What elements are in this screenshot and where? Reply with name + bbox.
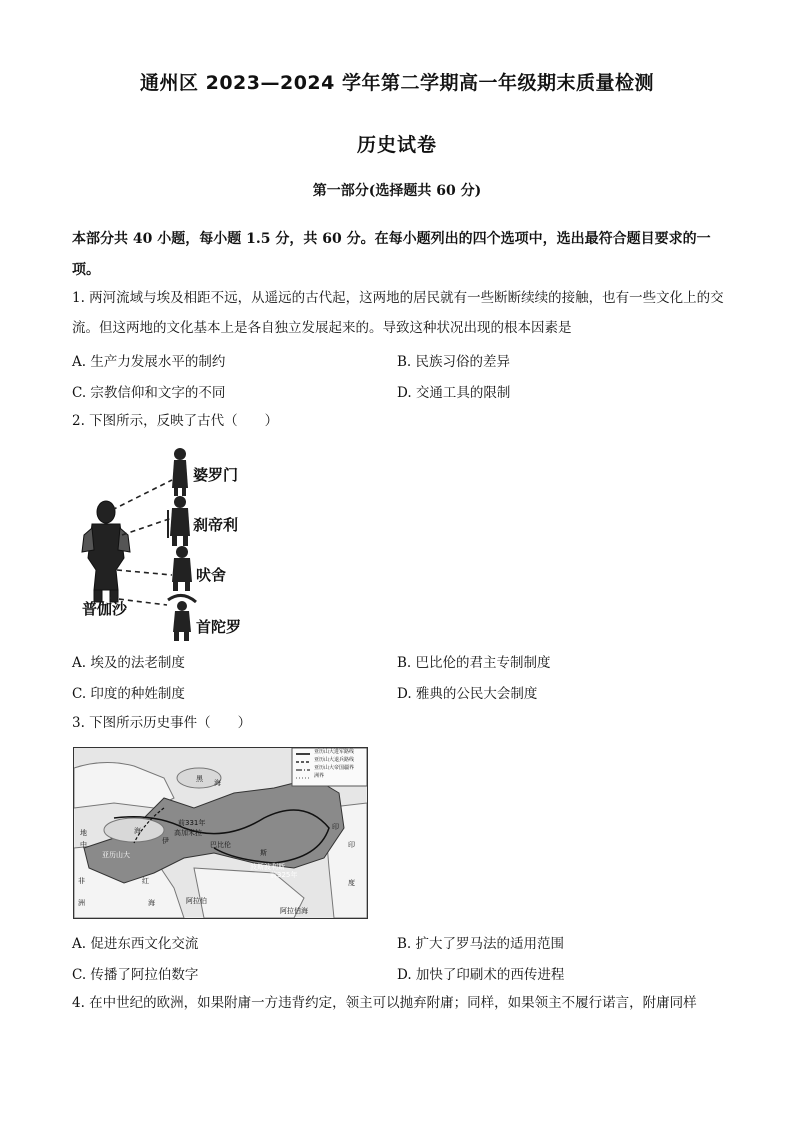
brahmin-figure [172, 448, 188, 496]
exam-title: 通州区 2023—2024 学年第二学期高一年级期末质量检测 [140, 72, 654, 94]
q2-option-d[interactable]: D. 雅典的公民大会制度 [397, 686, 538, 702]
map-label-misc2: 中 [80, 841, 87, 849]
alexander-map [73, 747, 368, 919]
shudra-figure [168, 595, 196, 641]
map-labels [74, 748, 367, 918]
question-4-stem: 4. 在中世纪的欧洲，如果附庸一方违背约定，领主可以抛弃附庸；同样，如果领主不履行诺言，附庸同样 [72, 995, 697, 1011]
map-label-babylon: 巴比伦 [210, 841, 231, 849]
q2-option-a[interactable]: A. 埃及的法老制度 [72, 655, 185, 671]
map-label-misc4: 伊 [162, 837, 169, 845]
q1-option-c[interactable]: C. 宗教信仰和文字的不同 [72, 385, 226, 401]
map-label-red2: 海 [148, 899, 155, 907]
q3-option-a[interactable]: A. 促进东西文化交流 [72, 936, 199, 952]
map-label-red: 红 [142, 877, 149, 885]
map-label-africa2: 洲 [78, 899, 85, 907]
god-label: 普伽沙 [82, 600, 128, 618]
map-label-misc1: 地 [80, 829, 87, 837]
question-1-stem: 1. 两河流域与埃及相距不远，从遥远的古代起，这两地的居民就有一些断断续续的接触，也有一些文化上的交流。但这两地的文化基本上是各自独立发展起来的。导致这种状况出现的根本因素是 [72, 290, 724, 336]
vaishya-figure [172, 546, 192, 591]
q3-option-b[interactable]: B. 扩大了罗马法的适用范围 [397, 936, 565, 952]
map-label-sea: 海 [214, 779, 221, 787]
legend-continent-boundary: 洲界 [314, 773, 325, 779]
q2-option-b[interactable]: B. 巴比伦的君主专制制度 [397, 655, 551, 671]
map-label-africa1: 非 [78, 877, 85, 885]
caste-label-shudra: 首陀罗 [196, 618, 242, 636]
legend-advance-route: 亚历山大进军路线 [314, 749, 355, 755]
map-label-note1: 前331年 [178, 819, 206, 827]
q1-option-b[interactable]: B. 民族习俗的差异 [397, 354, 511, 370]
map-label-persia: 斯 [260, 849, 267, 857]
god-figure [82, 501, 130, 602]
section-heading: 第一部分(选择题共 60 分) [312, 183, 482, 199]
map-label-india: 印 [348, 841, 355, 849]
map-label-date2: 前325年 [270, 871, 298, 879]
caste-figure [72, 440, 272, 645]
legend-empire-boundary: 亚历山大帝国疆界 [314, 765, 355, 771]
map-label-india2: 度 [348, 879, 355, 887]
question-3-stem: 3. 下图所示历史事件（ ） [72, 715, 252, 731]
kshatriya-figure [168, 496, 190, 546]
q1-option-a[interactable]: A. 生产力发展水平的制约 [72, 354, 226, 370]
map-label-arabia: 阿拉伯 [186, 897, 207, 905]
question-2-stem: 2. 下图所示，反映了古代（ ） [72, 413, 279, 429]
caste-label-kshatriya: 刹帝利 [193, 516, 239, 534]
line-vaishya [117, 570, 172, 575]
q1-option-d[interactable]: D. 交通工具的限制 [397, 385, 511, 401]
map-label-note2: 高加米拉 [174, 829, 202, 837]
map-label-sea2: 海 [134, 827, 141, 835]
map-label-arabian-sea: 阿拉伯海 [280, 907, 308, 915]
q2-option-c[interactable]: C. 印度的种姓制度 [72, 686, 185, 702]
caste-label-brahmin: 婆罗门 [193, 466, 239, 484]
map-label-persepolis: 波斯波利斯 [250, 863, 285, 871]
map-label-black: 黑 [196, 775, 203, 783]
legend-retreat-route: 亚历山大退兵路线 [314, 757, 355, 763]
q3-option-d[interactable]: D. 加快了印刷术的西传进程 [397, 967, 565, 983]
section-instructions: 本部分共 40 小题，每小题 1.5 分，共 60 分。在每小题列出的四个选项中，选出最符合题目要求的一项。 [72, 231, 711, 278]
q3-option-c[interactable]: C. 传播了阿拉伯数字 [72, 967, 199, 983]
caste-label-vaishya: 吠舍 [196, 566, 227, 584]
exam-subject: 历史试卷 [356, 134, 437, 156]
map-label-alexandria: 亚历山大 [102, 851, 130, 859]
map-label-misc3: 印 [332, 823, 339, 831]
line-brahmin [112, 480, 172, 510]
